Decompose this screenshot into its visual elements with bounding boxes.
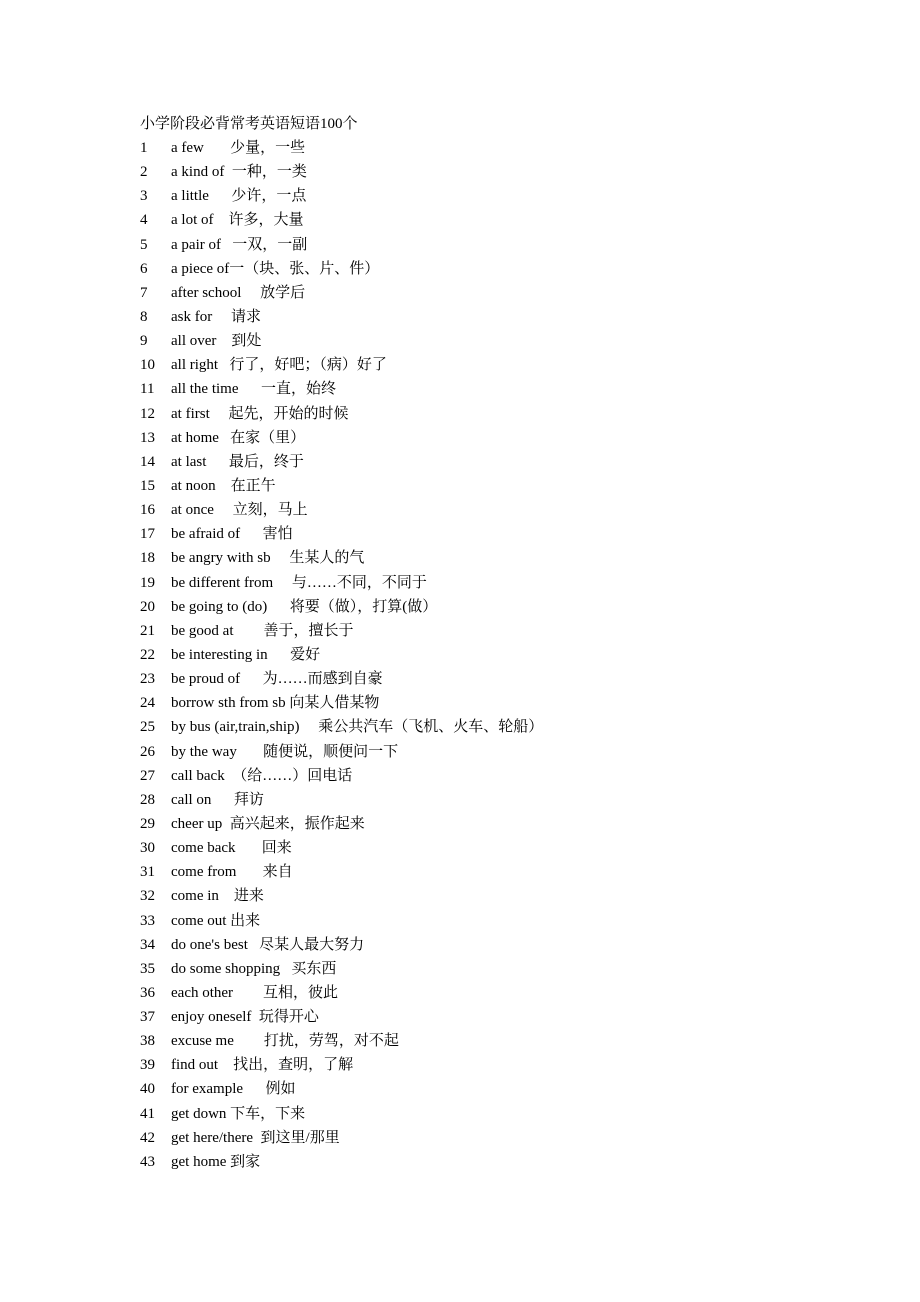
phrase-entry: call on 拜访 — [171, 791, 264, 808]
phrase-entry: at once 立刻，马上 — [171, 502, 308, 519]
item-number: 6 — [140, 260, 148, 277]
phrase-entry: all the time 一直，始终 — [171, 381, 336, 398]
phrase-entry: at noon 在正午 — [171, 477, 276, 494]
phrase-entry: at home 在家（里） — [171, 429, 306, 446]
phrase-entry: a lot of 许多，大量 — [171, 212, 304, 229]
item-number: 43 — [140, 1153, 155, 1170]
phrase-entry: do some shopping 买东西 — [171, 960, 337, 977]
phrase-entry: come out 出来 — [171, 912, 261, 929]
phrase-entry: come back 回来 — [171, 840, 292, 857]
phrase-entry: at last 最后，终于 — [171, 453, 304, 470]
item-number: 30 — [140, 840, 155, 857]
phrase-entry: excuse me 打扰，劳驾，对不起 — [171, 1033, 399, 1050]
phrase-entry: cheer up 高兴起来，振作起来 — [171, 815, 365, 832]
item-number: 8 — [140, 308, 148, 325]
item-number: 37 — [140, 1009, 155, 1026]
item-number: 41 — [140, 1105, 155, 1122]
phrase-entry: at first 起先，开始的时候 — [171, 405, 349, 422]
phrase-entry: by the way 随便说，顺便问一下 — [171, 743, 399, 760]
item-number: 35 — [140, 960, 155, 977]
phrase-entry: come in 进来 — [171, 888, 264, 905]
item-number: 23 — [140, 671, 155, 688]
phrase-entry: each other 互相，彼此 — [171, 984, 339, 1001]
item-number: 26 — [140, 743, 155, 760]
item-number: 28 — [140, 791, 155, 808]
item-number: 14 — [140, 453, 155, 470]
phrase-entry: after school 放学后 — [171, 284, 306, 301]
phrase-entry: a few 少量，一些 — [171, 140, 306, 156]
item-number: 2 — [140, 164, 148, 181]
phrase-entry: come from 来自 — [171, 864, 293, 881]
phrase-entry: be angry with sb 生某人的气 — [171, 550, 365, 567]
phrase-entry: be going to (do) 将要（做），打算(做） — [171, 598, 438, 615]
item-number: 39 — [140, 1057, 155, 1074]
document-title: 小学阶段必背常考英语短语100个 — [140, 116, 358, 132]
item-number: 33 — [140, 912, 155, 929]
item-number: 15 — [140, 477, 155, 494]
phrase-entry: a kind of 一种，一类 — [171, 164, 307, 181]
item-number: 31 — [140, 864, 155, 881]
item-number: 4 — [140, 212, 148, 229]
phrase-entry: ask for 请求 — [171, 308, 261, 325]
phrase-entry: call back （给……）回电话 — [171, 767, 353, 784]
item-number: 11 — [140, 381, 155, 398]
phrase-entry: a little 少许，一点 — [171, 188, 307, 205]
item-number: 1 — [140, 140, 148, 156]
item-number: 38 — [140, 1033, 155, 1050]
item-number: 12 — [140, 405, 155, 422]
item-number: 40 — [140, 1081, 155, 1098]
phrase-entry: a piece of一（块、张、片、件） — [171, 260, 380, 277]
item-number: 10 — [140, 357, 155, 374]
phrase-entry: be good at 善于，擅长于 — [171, 622, 354, 639]
phrase-entry: be interesting in 爱好 — [171, 646, 321, 663]
item-number: 36 — [140, 984, 155, 1001]
item-number: 16 — [140, 502, 155, 519]
phrase-entry: be different from 与……不同，不同于 — [171, 574, 427, 591]
phrase-entry: get here/there 到这里/那里 — [171, 1129, 340, 1146]
item-number: 5 — [140, 236, 148, 253]
phrase-entry: be afraid of 害怕 — [171, 526, 293, 543]
phrase-entry: find out 找出，查明，了解 — [171, 1057, 354, 1074]
item-number: 19 — [140, 574, 155, 591]
phrase-entry: be proud of 为……而感到自豪 — [171, 671, 383, 688]
item-number: 21 — [140, 622, 155, 639]
item-number: 20 — [140, 598, 155, 615]
item-number: 32 — [140, 888, 155, 905]
phrase-entry: get down 下车，下来 — [171, 1105, 306, 1122]
item-number: 7 — [140, 284, 148, 301]
phrase-entry: enjoy oneself 玩得开心 — [171, 1009, 319, 1026]
phrase-entry: borrow sth from sb 向某人借某物 — [171, 695, 380, 712]
item-number: 27 — [140, 767, 155, 784]
item-number: 3 — [140, 188, 148, 205]
item-number: 34 — [140, 936, 155, 953]
item-number: 9 — [140, 333, 148, 350]
item-number: 13 — [140, 429, 155, 446]
item-number: 29 — [140, 815, 155, 832]
item-number: 17 — [140, 526, 155, 543]
phrase-entry: for example 例如 — [171, 1081, 296, 1098]
phrase-entry: by bus (air,train,ship) 乘公共汽车（飞机、火车、轮船） — [171, 719, 544, 736]
item-number: 22 — [140, 646, 155, 663]
item-number: 42 — [140, 1129, 155, 1146]
phrase-entry: all over 到处 — [171, 333, 262, 350]
item-number: 24 — [140, 695, 155, 712]
phrase-entry: do one's best 尽某人最大努力 — [171, 936, 365, 953]
phrase-entry: all right 行了，好吧；（病）好了 — [171, 357, 387, 374]
phrase-entry: get home 到家 — [171, 1153, 261, 1170]
phrase-entry: a pair of 一双，一副 — [171, 236, 308, 253]
item-number: 25 — [140, 719, 155, 736]
item-number: 18 — [140, 550, 155, 567]
